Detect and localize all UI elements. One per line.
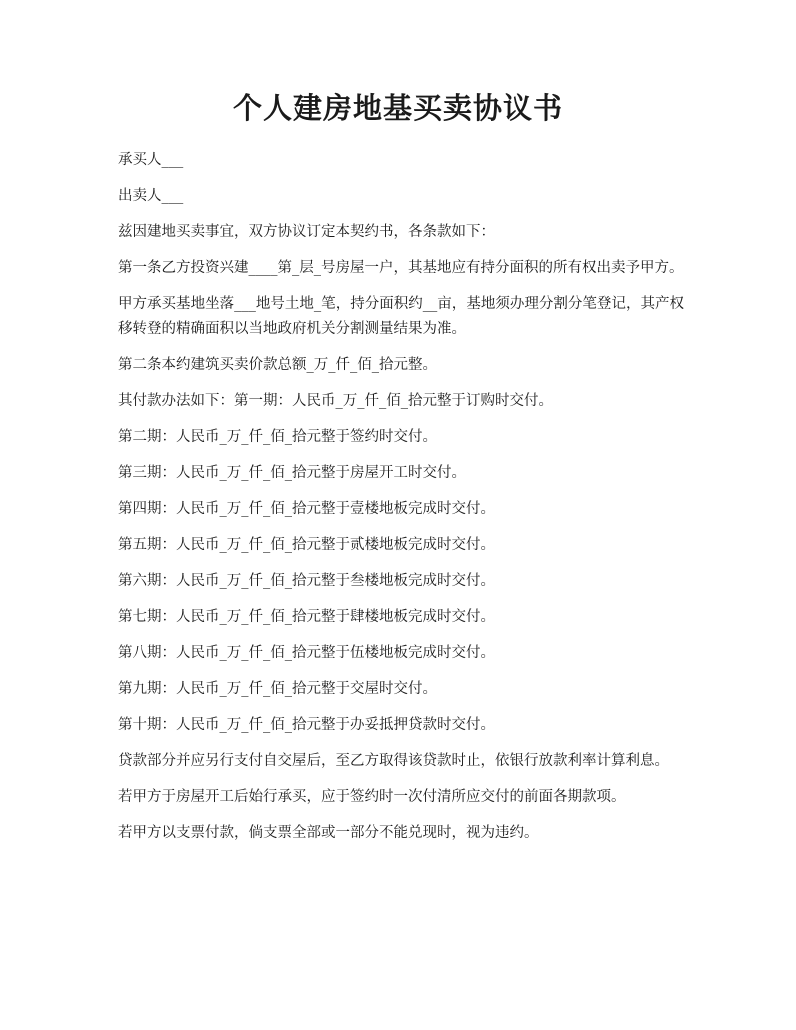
document-body [118,148,684,857]
paragraph-check-default: 若甲方以支票付款，倘支票全部或一部分不能兑现时，视为违约。 [118,825,539,841]
paragraph-payment-1: 其付款办法如下：第一期：人民币_万_仟_佰_拾元整于订购时交付。 [118,393,553,409]
document-title: 个人建房地基买卖协议书 [232,91,563,125]
paragraph-late-purchase: 若甲方于房屋开工后始行承买，应于签约时一次付清所应交付的前面各期款项。 [118,789,626,805]
paragraph-land-details: 甲方承买基地坐落___地号土地_笔，持分面积约__亩，基地须办理分割分笔登记，其产权移转登的精确面积以当地政府机关分割测量结果为准。 [118,296,684,337]
paragraph-preamble: 兹因建地买卖事宜，双方协议订定本契约书，各条款如下： [118,224,495,240]
paragraph-payment-4: 第四期：人民币_万_仟_佰_拾元整于壹楼地板完成时交付。 [118,501,495,517]
paragraph-buyer: 承买人___ [118,152,184,168]
paragraph-seller: 出卖人___ [118,188,184,204]
paragraph-loan-interest: 贷款部分并应另行支付自交屋后，至乙方取得该贷款时止，依银行放款利率计算利息。 [118,753,669,769]
paragraph-payment-2: 第二期：人民币_万_仟_佰_拾元整于签约时交付。 [118,429,437,445]
paragraph-payment-3: 第三期：人民币_万_仟_佰_拾元整于房屋开工时交付。 [118,465,466,481]
paragraph-payment-10: 第十期：人民币_万_仟_佰_拾元整于办妥抵押贷款时交付。 [118,717,495,733]
paragraph-article-1: 第一条乙方投资兴建____第_层_号房屋一户，其基地应有持分面积的所有权出卖予甲方。 [118,260,684,276]
paragraph-payment-7: 第七期：人民币_万_仟_佰_拾元整于肆楼地板完成时交付。 [118,609,495,625]
paragraph-payment-9: 第九期：人民币_万_仟_佰_拾元整于交屋时交付。 [118,681,437,697]
paragraph-payment-6: 第六期：人民币_万_仟_佰_拾元整于叁楼地板完成时交付。 [118,573,495,589]
paragraph-payment-8: 第八期：人民币_万_仟_佰_拾元整于伍楼地板完成时交付。 [118,645,495,661]
paragraph-payment-5: 第五期：人民币_万_仟_佰_拾元整于贰楼地板完成时交付。 [118,537,495,553]
paragraph-article-2: 第二条本约建筑买卖价款总额_万_仟_佰_拾元整。 [118,357,437,373]
